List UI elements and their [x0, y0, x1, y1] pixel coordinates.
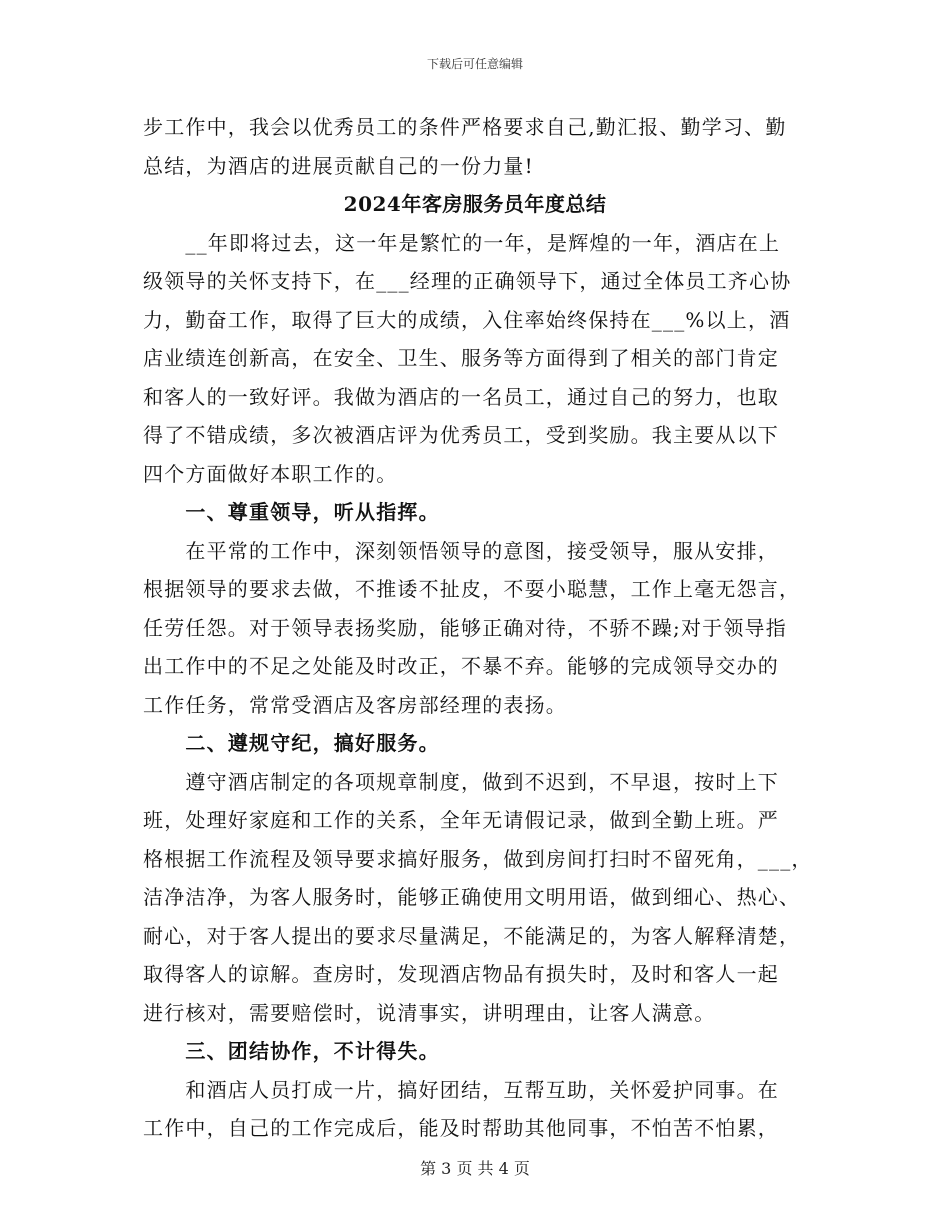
paragraph-line: 力，勤奋工作，取得了巨大的成绩，入住率始终保持在___%以上，酒	[143, 307, 791, 332]
paragraph-line: 得了不错成绩，多次被酒店评为优秀员工，受到奖励。我主要从以下	[143, 423, 779, 447]
paragraph-line: 洁净洁净，为客人服务时，能够正确使用文明用语，做到细心、热心、	[143, 885, 801, 909]
paragraph-line: 班，处理好家庭和工作的关系，全年无请假记录，做到全勤上班。严	[143, 808, 779, 832]
paragraph-line: 遵守酒店制定的各项规章制度，做到不迟到，不早退，按时上下	[143, 769, 779, 794]
paragraph-line: 工作任务，常常受酒店及客房部经理的表扬。	[143, 692, 567, 717]
paragraph-line: 格根据工作流程及领导要求搞好服务，做到房间打扫时不留死角，___，	[143, 846, 813, 871]
paragraph-line: 和客人的一致好评。我做为酒店的一名员工，通过自己的努力，也取	[143, 384, 779, 409]
paragraph-line: 根据领导的要求去做，不推诿不扯皮，不耍小聪慧，工作上毫无怨言，	[143, 577, 801, 601]
section-heading-2: 二、遵规守纪，搞好服务。	[143, 731, 440, 755]
paragraph-line: 四个方面做好本职工作的。	[143, 461, 398, 486]
paragraph-line: 出工作中的不足之处能及时改正，不暴不弃。能够的完成领导交办的	[143, 654, 779, 678]
paragraph-line: 总结，为酒店的进展贡献自己的一份力量!	[143, 153, 534, 178]
paragraph-line: 进行核对，需要赔偿时，说清事实，讲明理由，让客人满意。	[143, 1000, 716, 1025]
page-header-note: 下载后可任意编辑	[426, 57, 523, 71]
paragraph-line: 和酒店人员打成一片，搞好团结，互帮互助，关怀爱护同事。在	[143, 1077, 779, 1102]
paragraph-line: 工作中，自己的工作完成后，能及时帮助其他同事，不怕苦不怕累，	[143, 1116, 779, 1140]
document-body	[143, 108, 813, 1148]
paragraph-line: __年即将过去，这一年是繁忙的一年，是辉煌的一年，酒店在上	[143, 230, 781, 255]
document-title: 2024年客房服务员年度总结	[343, 192, 607, 216]
paragraph-line: 步工作中，我会以优秀员工的条件严格要求自己,勤汇报、勤学习、勤	[143, 115, 787, 139]
paragraph-line: 取得客人的谅解。查房时，发现酒店物品有损失时，及时和客人一起	[143, 962, 779, 986]
section-heading-1: 一、尊重领导，听从指挥。	[143, 500, 440, 524]
page-number-footer: 第 3 页 共 4 页	[420, 1159, 530, 1178]
paragraph-line: 耐心，对于客人提出的要求尽量满足，不能满足的，为客人解释清楚，	[143, 923, 801, 948]
paragraph-line: 级领导的关怀支持下，在___经理的正确领导下，通过全体员工齐心协	[143, 269, 792, 293]
paragraph-line: 在平常的工作中，深刻领悟领导的意图，接受领导，服从安排，	[143, 538, 779, 563]
paragraph-line: 任劳任怨。对于领导表扬奖励，能够正确对待，不骄不躁;对于领导指	[143, 615, 787, 640]
section-heading-3: 三、团结协作，不计得失。	[143, 1039, 440, 1063]
paragraph-line: 店业绩连创新高，在安全、卫生、服务等方面得到了相关的部门肯定	[143, 346, 779, 370]
